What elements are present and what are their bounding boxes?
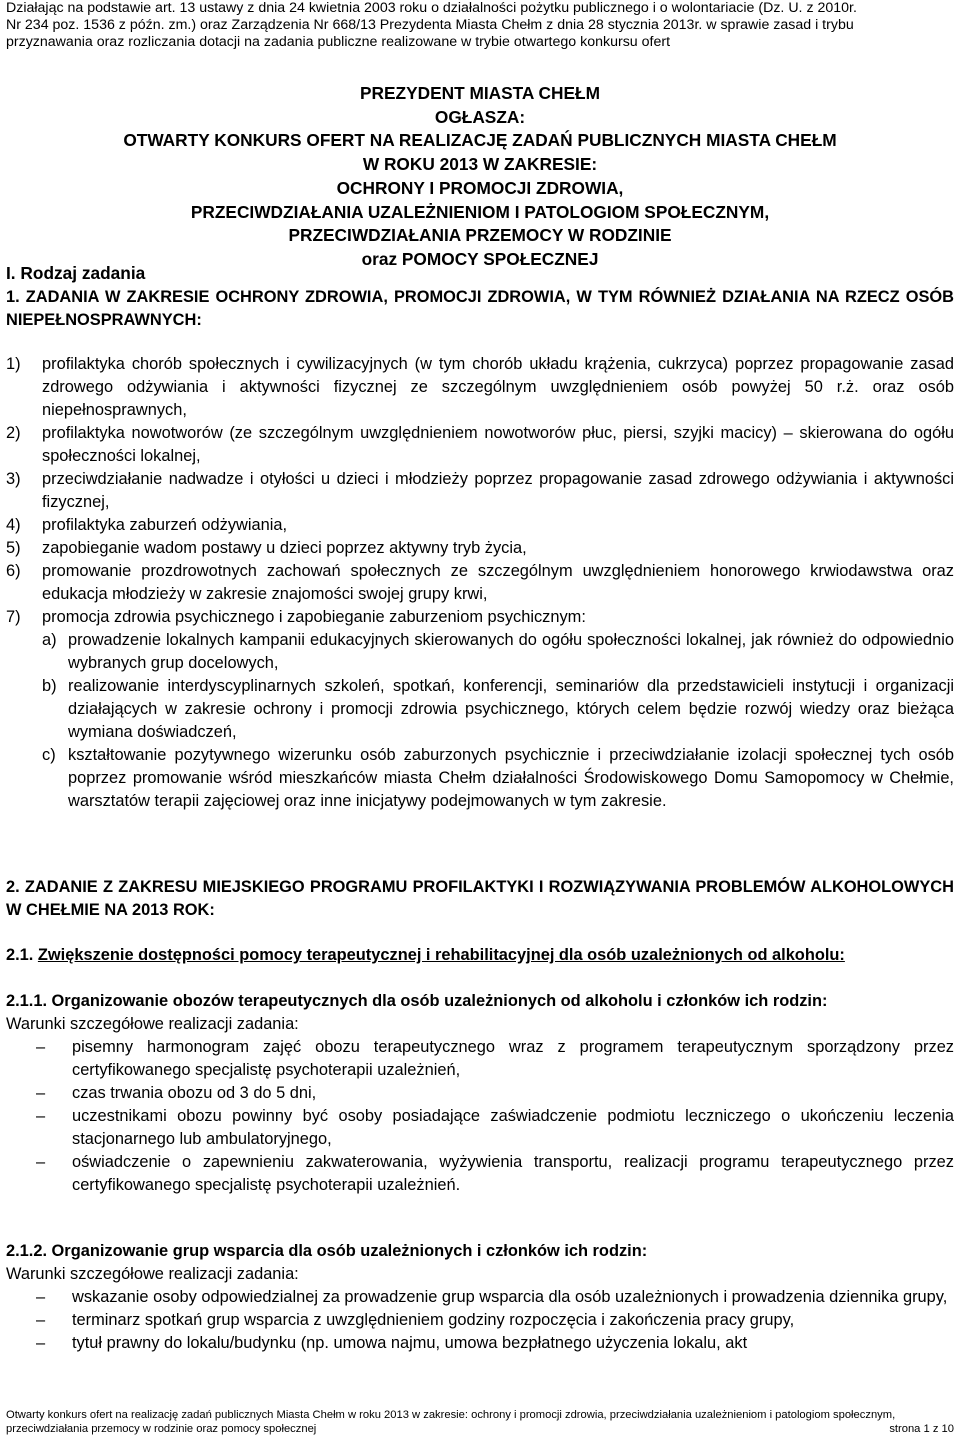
- footer-line-2: przeciwdziałania przemocy w rodzinie oraz pomocy społecznej: [6, 1423, 317, 1435]
- task-2-heading: 2. ZADANIE Z ZAKRESU MIEJSKIEGO PROGRAMU PROFILAKTYKI I ROZWIĄZYWANIA PROBLEMÓW ALKOHOLOWYCH W CHEŁMIE NA 2013 ROK:: [6, 878, 954, 919]
- list-item: 6) promowanie prozdrowotnych zachowań społecznych ze szczególnym uwzględnieniem honorowego krwiodawstwa oraz edukacja młodzieży w zakresie znajomości swojej grupy krwi,: [6, 562, 954, 603]
- list-item: 2) profilaktyka nowotworów (ze szczególnym uwzględnieniem nowotworów płuc, piersi, szyjki macicy) – skierowana do ogółu społeczności lokalnej,: [6, 424, 954, 465]
- header-line-1: Działając na podstawie art. 13 ustawy z dnia 24 kwietnia 2003 roku o działalności pożytku publicznego i o wolontariacie (Dz. U. z 2010r.: [6, 0, 857, 16]
- list-item: 4) profilaktyka zaburzeń odżywiania,: [6, 516, 288, 534]
- list-item: 5) zapobieganie wadom postawy u dzieci poprzez aktywny tryb życia,: [6, 539, 527, 557]
- title-line-6: PRZECIWDZIAŁANIA UZALEŻNIENIOM I PATOLOGIOM SPOŁECZNYM,: [190, 201, 770, 222]
- list-item: – tytuł prawny do lokalu/budynku (np. umowa najmu, umowa bezpłatnego użyczenia lokalu, akt: [36, 1334, 748, 1352]
- title-line-4: W ROKU 2013 W ZAKRESIE:: [362, 154, 598, 175]
- list-item: – pisemny harmonogram zajęć obozu terapeutycznego wraz z programem terapeutycznym sporządzony przez certyfikowanego specjalistę psychoterapii uzależnień,: [36, 1038, 954, 1079]
- list-item: – terminarz spotkań grup wsparcia z uwzględnieniem godziny rozpoczęcia i zakończenia pracy grupy,: [36, 1311, 795, 1329]
- subsection-2-1-1: 2.1.1. Organizowanie obozów terapeutycznych dla osób uzależnionych od alkoholu i członków ich rodzin: Warunki szczegółowe realizacji zadania: – pisemny harmonogram zajęć obozu terapeutycznego wraz z programem terapeutycznym sporządzony przez certyfikowanego specjalistę psychoterapii uzależnień, – czas trwania obozu od 3 do 5 dni, – uczestnikami obozu powinny być osoby posiadające zaświadczenie podmiotu leczniczego o ukończeniu leczenia stacjonarnego lub ambulatoryjnego, – oświadczenie o zapewnieniu zakwaterowania, wyżywienia transportu, realizacji programu terapeutycznego przez certyfikowanego specjalistę psychoterapii uzależnień.: [6, 990, 954, 1197]
- list-item: – wskazanie osoby odpowiedzialnej za prowadzenie grup wsparcia dla osób uzależnionych i prowadzenia dziennika grupy,: [36, 1288, 948, 1306]
- sub-list-item: c) kształtowanie pozytywnego wizerunku osób zaburzonych psychicznie i przeciwdziałanie izolacji społecznej tych osób poprzez promowanie wśród mieszkańców miasta Chełm działalności Środowiskowego Domu Samopomocy w Chełmie, warsztatów terapii zajęciowej oraz inne inicjatywy podejmowanych w tym zakresie.: [42, 746, 954, 810]
- task-1-heading: 1. ZADANIA W ZAKRESIE OCHRONY ZDROWIA, PROMOCJI ZDROWIA, W TYM RÓWNIEŻ DZIAŁANIA NA RZECZ OSÓB NIEPEŁNOSPRAWNYCH:: [6, 288, 954, 329]
- legal-basis-header: [6, 0, 956, 51]
- page-number: strona 1 z 10: [889, 1423, 954, 1435]
- announcement-title: [6, 82, 954, 272]
- title-line-8: oraz POMOCY SPOŁECZNEJ: [361, 248, 599, 269]
- section-heading: I. Rodzaj zadania: [6, 263, 146, 283]
- conditions-label: Warunki szczegółowe realizacji zadania:: [6, 1265, 299, 1283]
- title-line-7: PRZECIWDZIAŁANIA PRZEMOCY W RODZINIE: [288, 225, 672, 246]
- title-line-1: PREZYDENT MIASTA CHEŁM: [359, 83, 600, 103]
- subsection-2-1: 2.1. Zwiększenie dostępności pomocy terapeutycznej i rehabilitacyjnej dla osób uzależnionych od alkoholu:: [6, 946, 845, 964]
- sub-list-item: b) realizowanie interdyscyplinarnych szkoleń, spotkań, konferencji, seminariów dla przedstawicieli instytucji i organizacji działających w zakresie ochrony i promocji zdrowia psychicznego, których celem będzie rozwój wiedzy oraz bieżąca wymiana doświadczeń,: [42, 677, 954, 741]
- list-item: – uczestnikami obozu powinny być osoby posiadające zaświadczenie podmiotu leczniczego o ukończeniu leczenia stacjonarnego lub ambulatoryjnego,: [36, 1107, 954, 1148]
- list-item: 7) promocja zdrowia psychicznego i zapobieganie zaburzeniom psychicznym:: [6, 608, 586, 626]
- conditions-label: Warunki szczegółowe realizacji zadania:: [6, 1015, 299, 1033]
- list-item: 3) przeciwdziałanie nadwadze i otyłości u dzieci i młodzieży poprzez propagowanie zasad zdrowego odżywiania i aktywności fizycznej,: [6, 470, 954, 511]
- task-1-list: [6, 353, 954, 813]
- title-line-5: OCHRONY I PROMOCJI ZDROWIA,: [336, 177, 624, 198]
- sub-list-item: a) prowadzenie lokalnych kampanii edukacyjnych skierowanych do ogółu społeczności lokalnej, jak również do odpowiednio wybranych grup docelowych,: [42, 631, 954, 672]
- footer-line-1: Otwarty konkurs ofert na realizację zadań publicznych Miasta Chełm w roku 2013 w zakresie: ochrony i promocji zdrowia, przeciwdziałania uzależnieniom i patologiom społecznym,: [6, 1409, 896, 1421]
- subsection-2-1-2: 2.1.2. Organizowanie grup wsparcia dla osób uzależnionych i członków ich rodzin: Warunki szczegółowe realizacji zadania: – wskazanie osoby odpowiedzialnej za prowadzenie grup wsparcia dla osób uzależnionych i prowadzenia dziennika grupy, – terminarz spotkań grup wsparcia z uwzględnieniem godziny rozpoczęcia i zakończenia pracy grupy, – tytuł prawny do lokalu/budynku (np. umowa najmu, umowa bezpłatnego użyczenia lokalu, akt: [6, 1240, 954, 1355]
- list-item: 1) profilaktyka chorób społecznych i cywilizacyjnych (w tym chorób układu krążenia, cukrzyca) poprzez propagowanie zasad zdrowego odżywiania i aktywności fizycznej ze szczególnym uwzględnieniem osób powyżej 50 r.ż. oraz osób niepełnosprawnych,: [6, 355, 954, 419]
- title-line-2: OGŁASZA:: [434, 106, 526, 127]
- header-line-3: przyznawania oraz rozliczania dotacji na zadania publiczne realizowane w trybie otwartego konkursu ofert: [6, 34, 671, 50]
- header-line-2: Nr 234 poz. 1536 z późn. zm.) oraz Zarządzenia Nr 668/13 Prezydenta Miasta Chełm z dnia 28 stycznia 2013r. w sprawie zasad i trybu: [6, 17, 854, 33]
- page-footer: [6, 1408, 954, 1436]
- list-item: – czas trwania obozu od 3 do 5 dni,: [36, 1084, 317, 1102]
- list-item: – oświadczenie o zapewnieniu zakwaterowania, wyżywienia transportu, realizacji programu terapeutycznego przez certyfikowanego specjalistę psychoterapii uzależnień.: [36, 1153, 954, 1194]
- title-line-3: OTWARTY KONKURS OFERT NA REALIZACJĘ ZADAŃ PUBLICZNYCH MIASTA CHEŁM: [123, 130, 837, 151]
